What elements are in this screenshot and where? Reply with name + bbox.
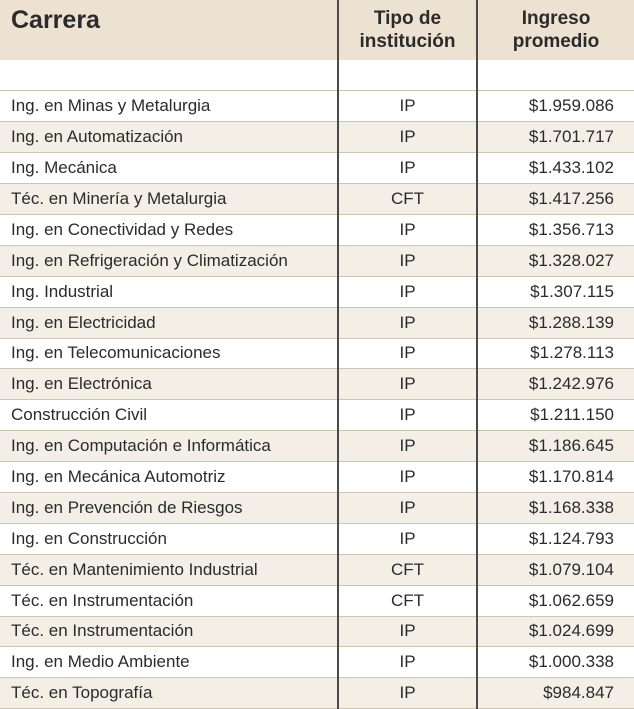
cell-ingreso-promedio: $1.328.027 bbox=[477, 245, 634, 276]
table-row bbox=[0, 214, 634, 245]
header-ingreso-promedio bbox=[477, 0, 634, 60]
cell-ingreso-promedio: $1.124.793 bbox=[477, 523, 634, 554]
cell-ingreso-promedio: $1.288.139 bbox=[477, 307, 634, 338]
cell-carrera: Ing. en Electrónica bbox=[0, 369, 338, 400]
cell-carrera: Téc. en Instrumentación bbox=[0, 616, 338, 647]
table-header bbox=[0, 0, 634, 60]
cell-ingreso-promedio: $1.062.659 bbox=[477, 585, 634, 616]
cell-ingreso-promedio: $1.079.104 bbox=[477, 554, 634, 585]
cell-carrera: Ing. Mecánica bbox=[0, 153, 338, 184]
cell-tipo-institucion: IP bbox=[338, 462, 477, 493]
table-row bbox=[0, 462, 634, 493]
cell-carrera: Ing. en Prevención de Riesgos bbox=[0, 492, 338, 523]
table-row bbox=[0, 276, 634, 307]
cell-ingreso-promedio: $1.242.976 bbox=[477, 369, 634, 400]
table-row bbox=[0, 647, 634, 678]
cell-ingreso-promedio: $1.168.338 bbox=[477, 492, 634, 523]
cell-carrera: Ing. en Conectividad y Redes bbox=[0, 214, 338, 245]
cell-tipo-institucion: IP bbox=[338, 616, 477, 647]
cell-tipo-institucion: IP bbox=[338, 523, 477, 554]
cell-tipo-institucion: CFT bbox=[338, 585, 477, 616]
table-row bbox=[0, 184, 634, 215]
cell-ingreso-promedio: $1.356.713 bbox=[477, 214, 634, 245]
cell-tipo-institucion: IP bbox=[338, 369, 477, 400]
cell-tipo-institucion: IP bbox=[338, 214, 477, 245]
cell-ingreso-promedio: $984.847 bbox=[477, 678, 634, 709]
cell-carrera: Ing. en Construcción bbox=[0, 523, 338, 554]
cell-tipo-institucion: CFT bbox=[338, 554, 477, 585]
table-row bbox=[0, 338, 634, 369]
cell-ingreso-promedio: $1.186.645 bbox=[477, 431, 634, 462]
cell-tipo-institucion: IP bbox=[338, 307, 477, 338]
cell-carrera: Ing. en Mecánica Automotriz bbox=[0, 462, 338, 493]
table-row bbox=[0, 585, 634, 616]
header-ingreso-line2: promedio bbox=[512, 31, 600, 52]
header-tipo-institucion bbox=[338, 0, 477, 60]
cell-carrera: Téc. en Minería y Metalurgia bbox=[0, 184, 338, 215]
cell-tipo-institucion: IP bbox=[338, 245, 477, 276]
table-row bbox=[0, 400, 634, 431]
cell-ingreso-promedio: $1.417.256 bbox=[477, 184, 634, 215]
cell-tipo-institucion: CFT bbox=[338, 184, 477, 215]
cell-carrera: Ing. en Electricidad bbox=[0, 307, 338, 338]
cell-carrera: Ing. Industrial bbox=[0, 276, 338, 307]
cell-carrera: Ing. en Medio Ambiente bbox=[0, 647, 338, 678]
table-body bbox=[0, 60, 634, 709]
cell-ingreso-promedio: $1.307.115 bbox=[477, 276, 634, 307]
cell-ingreso-promedio: $1.211.150 bbox=[477, 400, 634, 431]
cell-carrera: Ing. en Automatización bbox=[0, 122, 338, 153]
cell-ingreso-promedio: $1.433.102 bbox=[477, 153, 634, 184]
cell-tipo-institucion: IP bbox=[338, 122, 477, 153]
cell-carrera: Ing. en Computación e Informática bbox=[0, 431, 338, 462]
table-row bbox=[0, 492, 634, 523]
table-row bbox=[0, 91, 634, 122]
header-tipo-line2: institución bbox=[359, 31, 456, 52]
table-row bbox=[0, 122, 634, 153]
header-tipo-line1: Tipo de bbox=[373, 8, 442, 29]
table-row bbox=[0, 678, 634, 709]
cell-tipo-institucion: IP bbox=[338, 91, 477, 122]
table-row bbox=[0, 369, 634, 400]
table-row bbox=[0, 431, 634, 462]
cell-tipo-institucion: IP bbox=[338, 678, 477, 709]
cell-carrera: Ing. en Refrigeración y Climatización bbox=[0, 245, 338, 276]
cell-carrera: Ing. en Minas y Metalurgia bbox=[0, 91, 338, 122]
cell-ingreso-promedio: $1.278.113 bbox=[477, 338, 634, 369]
table-row bbox=[0, 554, 634, 585]
header-ingreso-line1: Ingreso bbox=[521, 8, 591, 29]
cell-tipo-institucion: IP bbox=[338, 153, 477, 184]
cell-tipo-institucion: IP bbox=[338, 276, 477, 307]
cell-ingreso-promedio: $1.170.814 bbox=[477, 462, 634, 493]
table-row bbox=[0, 616, 634, 647]
table-row bbox=[0, 307, 634, 338]
cell-ingreso-promedio: $1.701.717 bbox=[477, 122, 634, 153]
cell-tipo-institucion: IP bbox=[338, 647, 477, 678]
cell-tipo-institucion: IP bbox=[338, 492, 477, 523]
cell-carrera: Ing. en Telecomunicaciones bbox=[0, 338, 338, 369]
cell-tipo-institucion: IP bbox=[338, 338, 477, 369]
cell-carrera: Téc. en Topografía bbox=[0, 678, 338, 709]
cell-ingreso-promedio: $1.959.086 bbox=[477, 91, 634, 122]
table-row bbox=[0, 153, 634, 184]
header-carrera: Carrera bbox=[11, 6, 100, 34]
table-row bbox=[0, 245, 634, 276]
cell-ingreso-promedio: $1.000.338 bbox=[477, 647, 634, 678]
cell-ingreso-promedio: $1.024.699 bbox=[477, 616, 634, 647]
table-row bbox=[0, 523, 634, 554]
cell-tipo-institucion: IP bbox=[338, 400, 477, 431]
cell-tipo-institucion: IP bbox=[338, 431, 477, 462]
header-row bbox=[0, 0, 634, 60]
header-separator bbox=[0, 60, 634, 91]
cell-carrera: Téc. en Instrumentación bbox=[0, 585, 338, 616]
cell-carrera: Téc. en Mantenimiento Industrial bbox=[0, 554, 338, 585]
cell-carrera: Construcción Civil bbox=[0, 400, 338, 431]
